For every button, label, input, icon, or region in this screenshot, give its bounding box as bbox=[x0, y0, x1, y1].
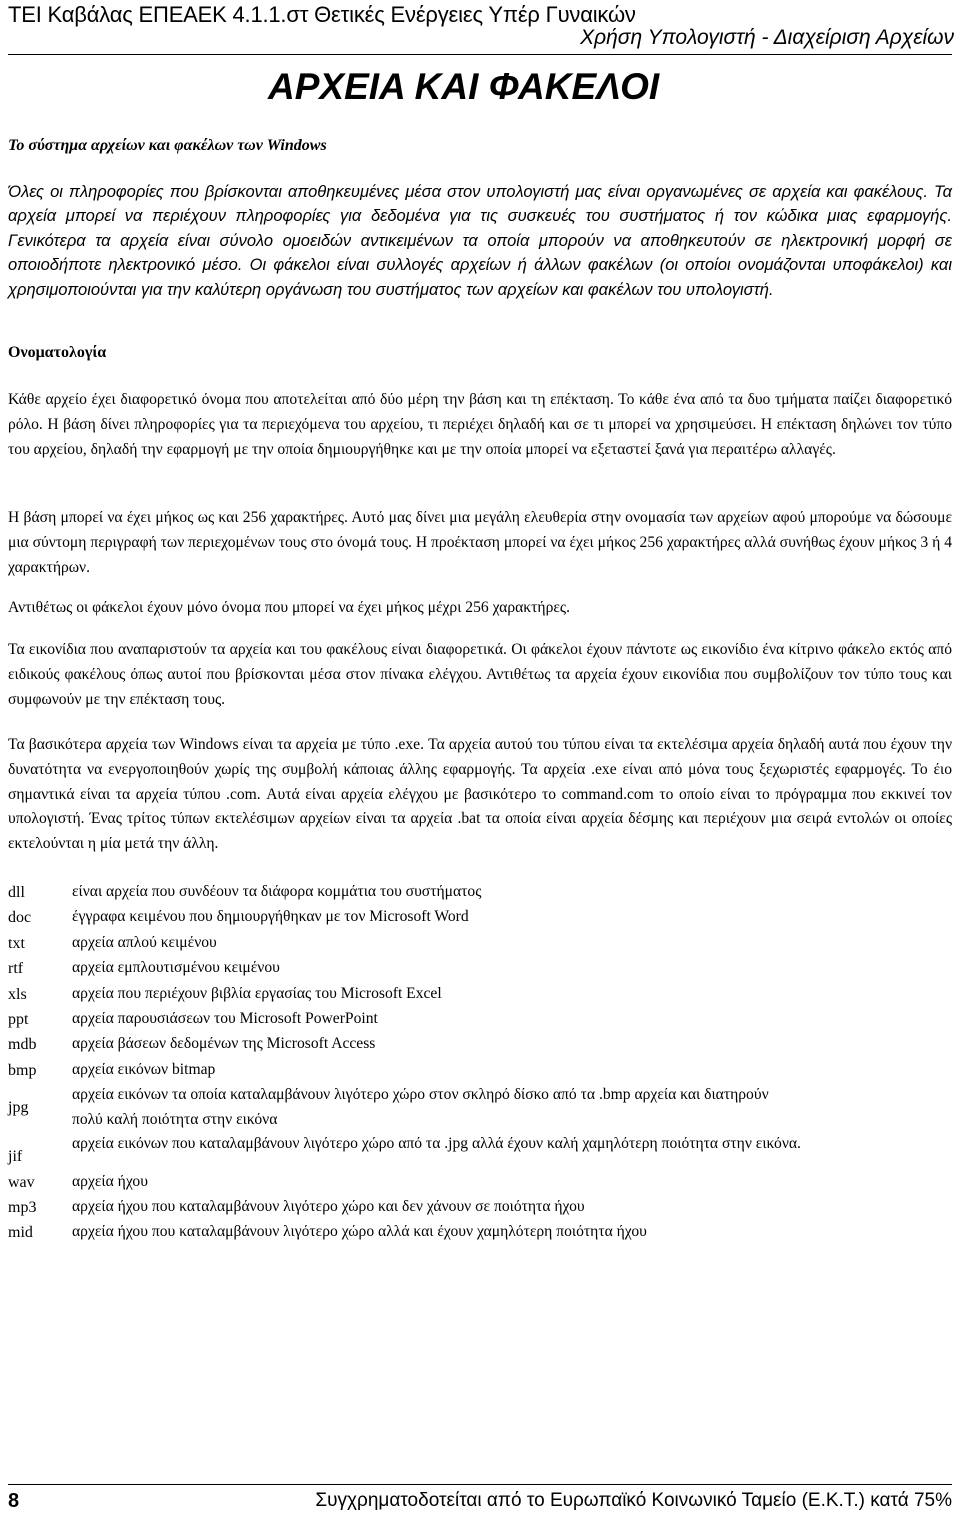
list-item bbox=[8, 1083, 952, 1132]
list-item bbox=[8, 956, 952, 981]
header-institution: ΤΕΙ Καβάλας ΕΠΕΑΕΚ 4.1.1.στ Θετικές Ενέργειες Υπέρ Γυναικών bbox=[8, 2, 636, 27]
footer-funding-note: Συγχρηματοδοτείται από το Ευρωπαϊκό Κοινωνικό Ταμείο (Ε.Κ.Τ.) κατά 75% bbox=[315, 1490, 952, 1511]
extension-name: ppt bbox=[8, 1011, 29, 1029]
extension-list bbox=[8, 880, 952, 1246]
paragraph-base-length: Η βάση μπορεί να έχει μήκος ως και 256 χαρακτήρες. Αυτό μας δίνει μια μεγάλη ελευθερία στην ονομασία των αρχείων αφού μπορούμε να δώσουμε μια σύντομη περιγραφή των περιεχομένων τους στο όνομά τους. Η προέκταση μπορεί να έχει μήκος 256 χαρακτήρες αλλά συνήθως έχουν μήκος 3 ή 4 χαρακτήρων. bbox=[8, 509, 952, 576]
page-number: 8 bbox=[8, 1490, 20, 1512]
extension-name: doc bbox=[8, 909, 32, 927]
list-item bbox=[8, 1170, 952, 1195]
paragraph-naming: Κάθε αρχείο έχει διαφορετικό όνομα που αποτελείται από δύο μέρη την βάση και τη επέκταση. Το κάθε ένα από τα δυο τμήματα παίζει διαφορετικό ρόλο. Η βάση δίνει πληροφορίες για τα περιεχόμενα του αρχείου, τι περιέχει δηλαδή και σε τι μπορεί να χρησιμεύσει. Η επέκταση δηλώνει τον τύπο του αρχείου, δηλαδή την εφαρμογή με την οποία δημιουργήθηκε και με την οποία μπορεί να εξεταστεί ξανά για περαιτέρω αλλαγές. bbox=[8, 391, 952, 458]
extension-name: rtf bbox=[8, 960, 24, 978]
extension-description: αρχεία ήχου που καταλαμβάνουν λιγότερο χώρο και δεν χάνουν σε ποιότητα ήχου bbox=[72, 1198, 585, 1216]
list-item bbox=[8, 880, 952, 905]
extension-name: txt bbox=[8, 934, 25, 952]
extension-name: mdb bbox=[8, 1036, 37, 1054]
extension-description: αρχεία βάσεων δεδομένων της Microsoft Access bbox=[72, 1035, 376, 1053]
extension-description: είναι αρχεία που συνδέουν τα διάφορα κομμάτια του συστήματος bbox=[72, 883, 482, 900]
extension-name: xls bbox=[8, 985, 27, 1003]
extension-description: αρχεία εικόνων που καταλαμβάνουν λιγότερο χώρο από τα .jpg αλλά έχουν καλή χαμηλότερη ποιότητα στην εικόνα. bbox=[72, 1135, 801, 1153]
extension-description: αρχεία εικόνων bitmap bbox=[72, 1060, 216, 1078]
extension-description: αρχεία εμπλουτισμένου κειμένου bbox=[72, 959, 280, 977]
header-divider bbox=[8, 54, 952, 55]
list-item bbox=[8, 982, 952, 1007]
extension-name: mid bbox=[8, 1224, 33, 1242]
header-course-title: Χρήση Υπολογιστή - Διαχείριση Αρχείων bbox=[580, 26, 954, 49]
footer-divider bbox=[8, 1484, 952, 1485]
section-heading-naming: Ονοματολογία bbox=[8, 344, 107, 361]
extension-name: dll bbox=[8, 884, 25, 901]
extension-name: jif bbox=[8, 1148, 23, 1166]
extension-name: wav bbox=[8, 1173, 35, 1191]
extension-name: bmp bbox=[8, 1061, 37, 1079]
extension-description: αρχεία ήχου bbox=[72, 1172, 148, 1190]
list-item bbox=[8, 1220, 952, 1245]
intro-paragraph: Όλες οι πληροφορίες που βρίσκονται αποθηκευμένες μέσα στον υπολογιστή μας είναι οργανωμένες σε αρχεία και φακέλους. Τα αρχεία μπορεί να περιέχουν πληροφορίες για δεδομένα για τις συσκευές του συστήματος ή τον κώδικα μιας εφαρμογής. Γενικότερα τα αρχεία είναι σύνολο ομοειδών αντικειμένων τα οποία μπορούν να αποθηκευτούν σε ηλεκτρονική μορφή σε οποιοδήποτε ηλεκτρονικό μέσο. Οι φάκελοι είναι συλλογές αρχείων ή άλλων φακέλων (οι οποίοι ονομάζονται υποφάκελοι) και χρησιμοποιούνται για την καλύτερη οργάνωση του συστήματος των αρχείων και φακέλων του υπολογιστή. bbox=[8, 183, 952, 299]
extension-description: αρχεία εικόνων τα οποία καταλαμβάνουν λιγότερο χώρο στον σκληρό δίσκο από τα .bmp αρχεία και διατηρούν πολύ καλή ποιότητα στην εικόνα bbox=[72, 1086, 769, 1128]
paragraph-executables: Τα βασικότερα αρχεία των Windows είναι τα αρχεία με τύπο .exe. Τα αρχεία αυτού του τύπου είναι τα εκτελέσιμα αρχεία δηλαδή αυτά που έχουν την δυνατότητα να ενεργοποιηθούν χωρίς της συμβολή κάποιας άλλης εφαρμογής. Τα αρχεία .exe είναι από μόνα τους ξεχωριστές εφαρμογές. Το έιο σημαντικά είναι τα αρχεία τύπου .com. Αυτά είναι αρχεία ελέγχου με βασικότερο το command.com το οποίο είναι το πρόγραμμα που εκκινεί τον υπολογιστή. Ένας τρίτος τύπων εκτελέσιμων αρχείων είναι τα αρχεία .bat τα οποία είναι αρχεία δέσμης και περιέχουν μια σειρά εντολών οι οποίες εκτελούνται η μία μετά την άλλη. bbox=[8, 736, 952, 853]
list-item bbox=[8, 905, 952, 930]
list-item bbox=[8, 931, 952, 956]
extension-description: αρχεία ήχου που καταλαμβάνουν λιγότερο χώρο αλλά και έχουν χαμηλότερη ποιότητα ήχου bbox=[72, 1223, 647, 1241]
list-item bbox=[8, 1195, 952, 1220]
list-item bbox=[8, 1032, 952, 1057]
extension-name: mp3 bbox=[8, 1199, 37, 1217]
list-item bbox=[8, 1007, 952, 1032]
extension-description: αρχεία απλού κειμένου bbox=[72, 933, 217, 951]
extension-description: έγγραφα κειμένου που δημιουργήθηκαν με τον Microsoft Word bbox=[72, 908, 469, 926]
extension-description: αρχεία που περιέχουν βιβλία εργασίας του Microsoft Excel bbox=[72, 984, 442, 1002]
list-item bbox=[8, 1058, 952, 1083]
list-item bbox=[8, 1132, 952, 1169]
extension-description: αρχεία παρουσιάσεων του Microsoft PowerPoint bbox=[72, 1010, 378, 1028]
paragraph-icons: Τα εικονίδια που αναπαριστούν τα αρχεία και του φακέλους είναι διαφορετικά. Οι φάκελοι έχουν πάντοτε ως εικονίδιο ένα κίτρινο φάκελο εκτός από ειδικούς φακέλους όπως αυτοί που βρίσκονται μέσα στον πίνακα ελέγχου. Αντιθέτως τα αρχεία έχουν εικονίδια που συμβολίζουν τον τύπο τους και συμφωνούν με την επέκταση τους. bbox=[8, 641, 952, 708]
paragraph-folder-names: Αντιθέτως οι φάκελοι έχουν μόνο όνομα που μπορεί να έχει μήκος μέχρι 256 χαρακτήρες. bbox=[8, 599, 570, 616]
section-subtitle: Το σύστημα αρχείων και φακέλων των Windows bbox=[8, 137, 327, 154]
page-title: ΑΡΧΕΙΑ ΚΑΙ ΦΑΚΕΛΟΙ bbox=[268, 66, 660, 107]
extension-name: jpg bbox=[8, 1099, 29, 1117]
